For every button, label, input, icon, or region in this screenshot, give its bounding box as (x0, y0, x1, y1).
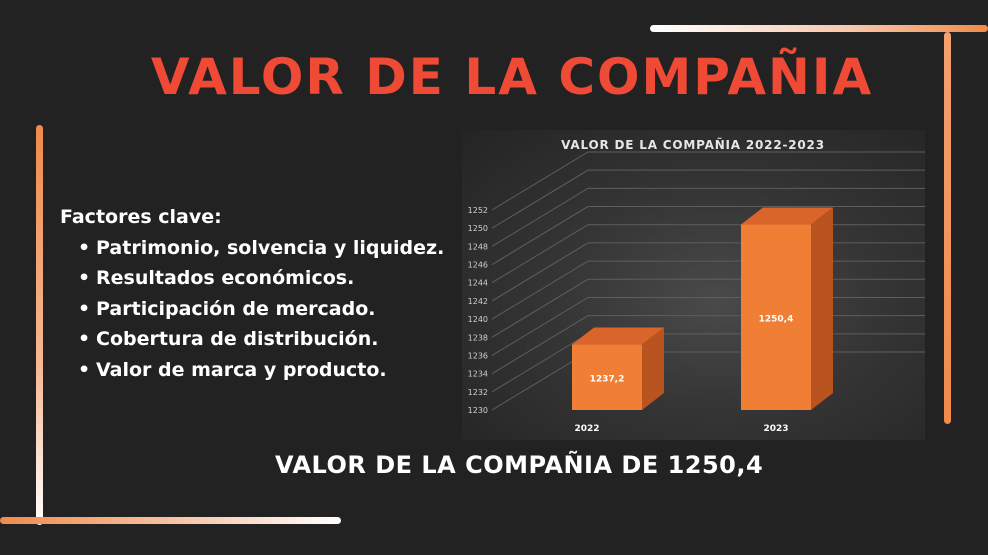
gridline (492, 297, 925, 355)
gridline (492, 261, 925, 319)
chart-container (462, 130, 925, 440)
gridline (492, 352, 925, 410)
y-tick-label: 1246 (467, 260, 488, 270)
footer-summary: VALOR DE LA COMPAÑIA DE 1250,4 (275, 451, 764, 479)
gridline (492, 170, 925, 228)
factor-item: • Cobertura de distribución. (78, 324, 444, 355)
slide-title: VALOR DE LA COMPAÑIA (150, 48, 874, 106)
y-tick-label: 1234 (467, 369, 488, 379)
y-tick-label: 1242 (467, 296, 488, 306)
data-label: 1250,4 (758, 314, 794, 325)
decorative-line-top (650, 25, 988, 32)
x-tick-label: 2023 (763, 424, 789, 434)
factor-item: • Participación de mercado. (78, 294, 444, 325)
gridline (492, 316, 925, 374)
y-tick-label: 1252 (467, 206, 488, 215)
data-label: 1237,2 (589, 374, 625, 385)
decorative-line-bottom (0, 517, 341, 524)
bar-chart (462, 130, 925, 440)
factor-item: • Resultados económicos. (78, 263, 444, 294)
key-factors (60, 202, 444, 385)
gridline (492, 279, 925, 337)
y-tick-label: 1230 (467, 406, 488, 415)
gridline (492, 188, 925, 246)
y-tick-label: 1248 (467, 242, 488, 252)
factor-item: • Valor de marca y producto. (78, 355, 444, 386)
y-tick-label: 1244 (467, 278, 488, 288)
chart-title: VALOR DE LA COMPAÑIA 2022-2023 (561, 138, 825, 152)
y-tick-label: 1240 (467, 315, 488, 325)
bar-side (811, 208, 833, 410)
gridline (492, 334, 925, 392)
factors-list (60, 233, 444, 386)
factors-heading: Factores clave: (60, 206, 222, 228)
gridline (492, 152, 925, 210)
factor-item: • Patrimonio, solvencia y liquidez. (78, 233, 444, 264)
gridline (492, 243, 925, 301)
decorative-line-left (36, 125, 43, 525)
gridline (492, 207, 925, 265)
y-tick-label: 1236 (467, 351, 488, 361)
gridline (492, 225, 925, 283)
y-tick-label: 1232 (467, 387, 488, 397)
y-tick-label: 1238 (467, 333, 488, 343)
x-tick-label: 2022 (574, 424, 600, 434)
y-tick-label: 1250 (467, 224, 488, 234)
